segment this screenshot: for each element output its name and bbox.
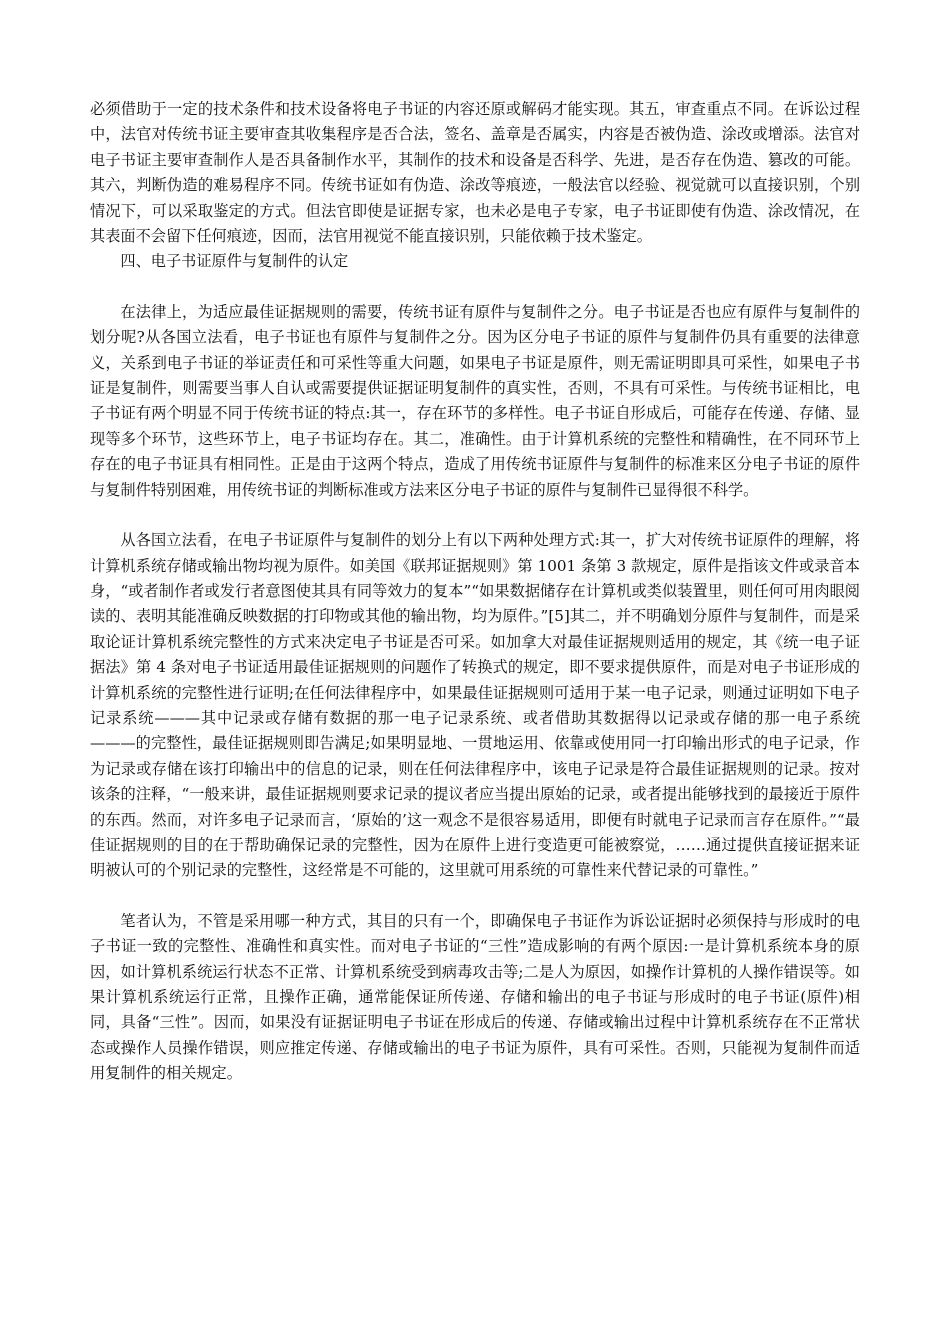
paragraph-original-copy-distinction: 在法律上，为适应最佳证据规则的需要，传统书证有原件与复制件之分。电子书证是否也应有原件与复制件的划分呢?从各国立法看，电子书证也有原件与复制件之分。因为区分电子书证的原件与复制件仍具有重要的法律意义，关系到电子书证的举证责任和可采性等重大问题，如果电子书证是原件，则无需证明即具可采性，如果电子书证是复制件，则需要当事人自认或需要提供证据证明复制件的真实性，否则，不具有可采性。与传统书证相比，电子书证有两个明显不同于传统书证的特点:其一，存在环节的多样性。电子书证自形成后，可能存在传递、存储、显现等多个环节，这些环节上，电子书证均存在。其二，准确性。由于计算机系统的完整性和精确性，在不同环节上存在的电子书证具有相同性。正是由于这两个特点，造成了用传统书证原件与复制件的标准来区分电子书证的原件与复制件特别困难，用传统书证的判断标准或方法来区分电子书证的原件与复制件已显得很不科学。: [90, 302, 860, 499]
paragraph-author-opinion: 笔者认为，不管是采用哪一种方式，其目的只有一个，即确保电子书证作为诉讼证据时必须保持与形成时的电子书证一致的完整性、准确性和真实性。而对电子书证的“三性”造成影响的有两个原因:一是计算机系统本身的原因，如计算机系统运行状态不正常、计算机系统受到病毒攻击等;二是人为原因，如操作计算机的人操作错误等。如果计算机系统运行正常，且操作正确，通常能保证所传递、存储和输出的电子书证与形成时的电子书证(原件)相同，具备“三性”。因而，如果没有证据证明电子书证在形成后的传递、存储或输出过程中计算机系统存在不正常状态或操作人员操作错误，则应推定传递、存储或输出的电子书证为原件，具有可采性。否则，只能视为复制件而适用复制件的相关规定。: [90, 911, 860, 1083]
section-heading: 四、电子书证原件与复制件的认定: [120, 252, 349, 271]
paragraph-continuation: 必须借助于一定的技术条件和技术设备将电子书证的内容还原或解码才能实现。其五，审查重点不同。在诉讼过程中，法官对传统书证主要审查其收集程序是否合法，签名、盖章是否属实，内容是否被伪造、涂改或增添。法官对电子书证主要审查制作人是否具备制作水平，其制作的技术和设备是否科学、先进，是否存在伪造、篡改的可能。其六，判断伪造的难易程序不同。传统书证如有伪造、涂改等痕迹，一般法官以经验、视觉就可以直接识别，个别情况下，可以采取鉴定的方式。但法官即使是证据专家，也未必是电子专家，电子书证即使有伪造、涂改情况，在其表面不会留下任何痕迹，因而，法官用视觉不能直接识别，只能依赖于技术鉴定。: [90, 100, 860, 246]
paragraph-legislative-approaches: 从各国立法看，在电子书证原件与复制件的划分上有以下两种处理方式:其一，扩大对传统书证原件的理解，将计算机系统存储或输出物均视为原件。如美国《联邦证据规则》第 1001 条第 3 款规定，原件是指该文件或录音本身，“或者制作者或发行者意图使其具有同等效力的复本”“如果数据储存在计算机或类似装置里，则任何可用肉眼阅读的、表明其能准确反映数据的打印物或其他的输出物，均为原件。”[5]其二，并不明确划分原件与复制件，而是采取论证计算机系统完整性的方式来决定电子书证是否可采。如加拿大对最佳证据规则适用的规定，其《统一电子证据法》第 4 条对电子书证适用最佳证据规则的问题作了转换式的规定，即不要求提供原件，而是对电子书证形成的计算机系统的完整性进行证明;在任何法律程序中，如果最佳证据规则可适用于某一电子记录，则通过证明如下电子记录系统———其中记录或存储有数据的那一电子记录系统、或者借助其数据得以记录或存储的那一电子系统———的完整性，最佳证据规则即告满足;如果明显地、一贯地运用、依靠或使用同一打印输出形式的电子记录，作为记录或存储在该打印输出中的信息的记录，则在任何法律程序中，该电子记录是符合最佳证据规则的记录。按对该条的注释，“一般来讲，最佳证据规则要求记录的提议者应当提出原始的记录，或者提出能够找到的最接近于原件的东西。然而，对许多电子记录而言，‘原始的’这一观念不是很容易适用，即便有时就电子记录而言存在原件。”“最佳证据规则的目的在于帮助确保记录的完整性，因为在原件上进行变造更可能被察觉，……通过提供直接证据来证明被认可的个别记录的完整性，这经常是不可能的，这里就可用系统的可靠性来代替记录的可靠性。”: [90, 531, 860, 880]
document-page: [90, 97, 860, 1087]
